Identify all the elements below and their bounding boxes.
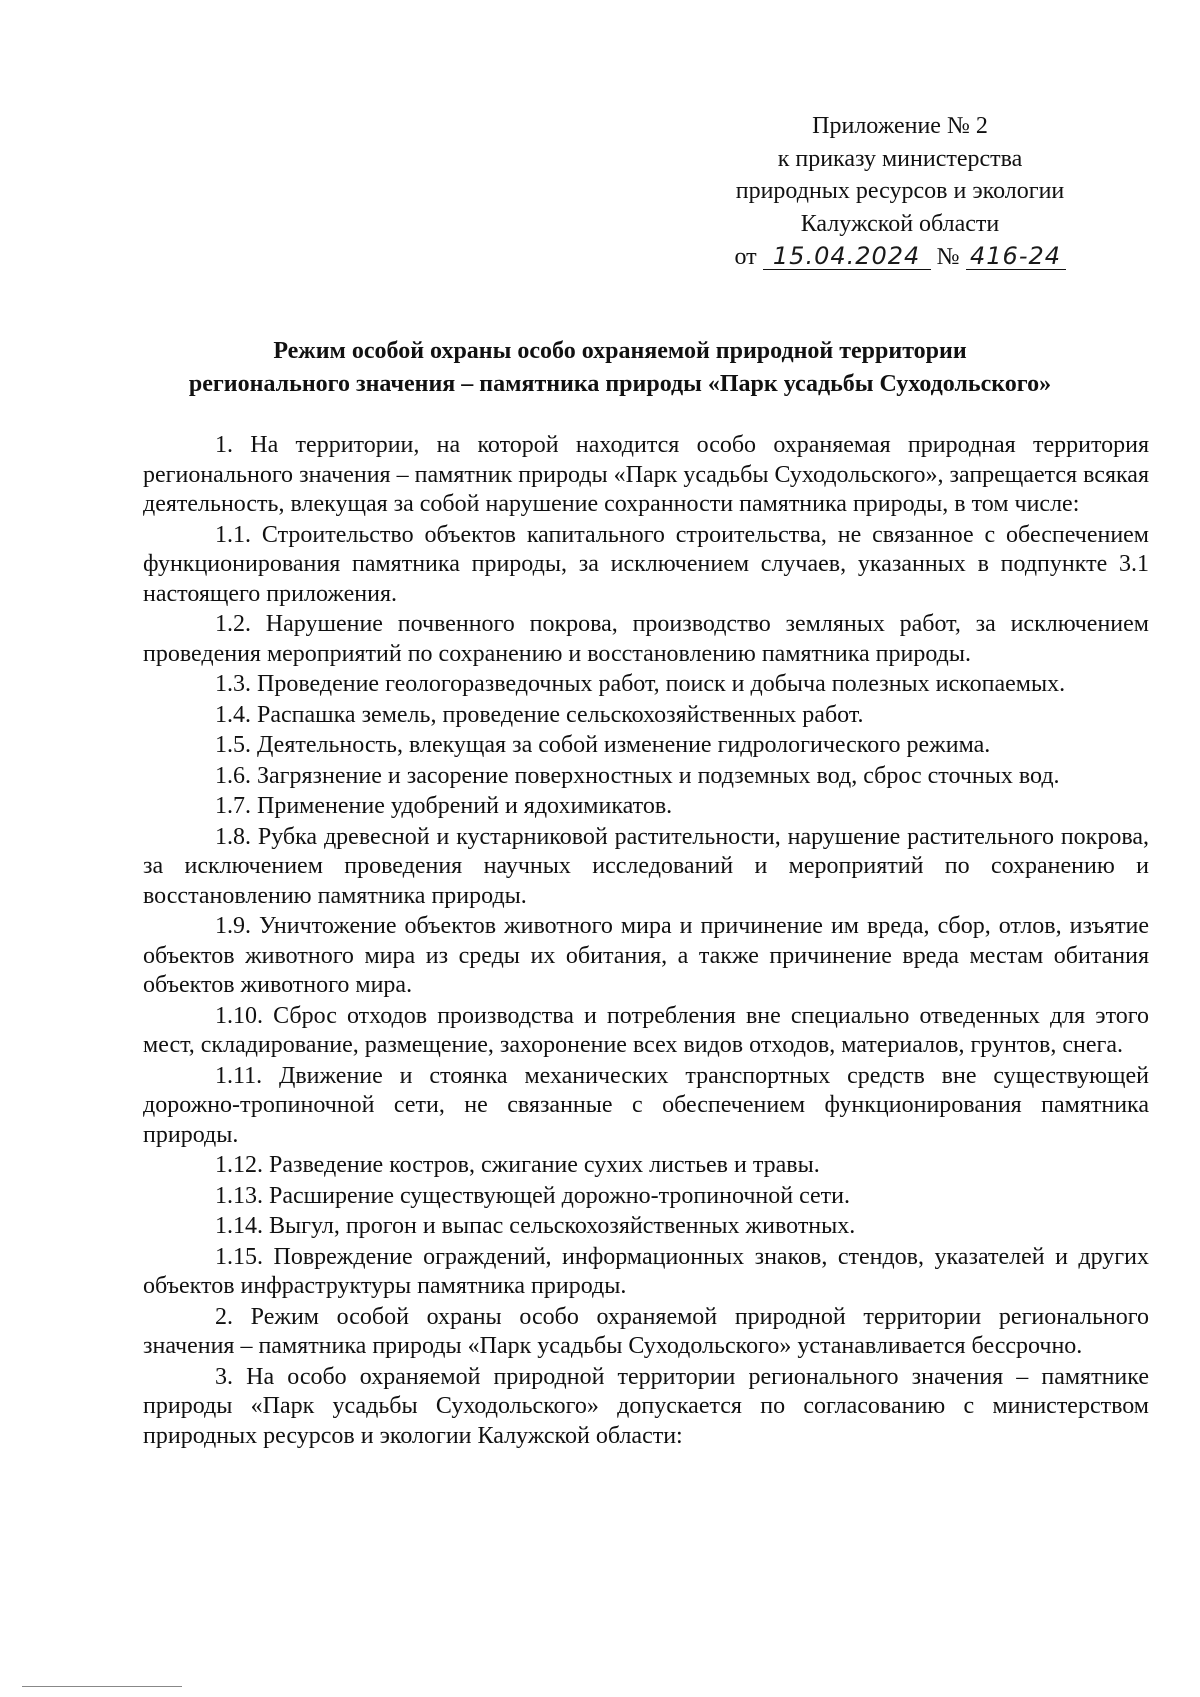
paragraph: 1.12. Разведение костров, сжигание сухих листьев и травы. [215, 1152, 820, 1178]
paragraph: 1. На территории, на которой находится особо охраняемая природная территория регионального значения – памятник природы «Парк усадьбы Суходольского», запрещается всякая деятельность, влекущая за собой нарушение сохранности памятника природы, в том числе: [143, 432, 1149, 517]
appendix-header [700, 110, 1100, 274]
paragraph: 1.8. Рубка древесной и кустарниковой растительности, нарушение растительного покрова, за исключением проведения научных исследований и мероприятий по сохранению и восстановлению памятника природы. [143, 823, 1149, 909]
appendix-date-number-line [700, 240, 1100, 274]
paragraph: 1.11. Движение и стоянка механических транспортных средств вне существующей дорожно-тропиночной сети, не связанные с обеспечением функционирования памятника природы. [143, 1062, 1149, 1148]
title-line-1: Режим особой охраны особо охраняемой природной территории [273, 338, 967, 364]
appendix-title: Приложение № 2 [812, 113, 988, 139]
appendix-order-line: к приказу министерства [777, 145, 1023, 172]
number-label: № [936, 244, 960, 270]
document-title [130, 335, 1110, 400]
paragraph: 1.7. Применение удобрений и ядохимикатов. [215, 793, 673, 819]
paragraph: 1.6. Загрязнение и засорение поверхностных и подземных вод, сброс сточных вод. [215, 762, 1060, 789]
paragraph: 1.4. Распашка земель, проведение сельскохозяйственных работ. [215, 701, 864, 728]
paragraph: 1.15. Повреждение ограждений, информационных знаков, стендов, указателей и других объектов инфраструктуры памятника природы. [143, 1243, 1149, 1299]
paragraph: 1.3. Проведение геологоразведочных работ, поиск и добыча полезных ископаемых. [215, 671, 1066, 697]
from-label: от [734, 244, 757, 270]
title-line-2: регионального значения – памятника природы «Парк усадьбы Суходольского» [188, 370, 1052, 397]
paragraph: 1.1. Строительство объектов капитального строительства, не связанное с обеспечением функционирования памятника природы, за исключением случаев, указанных в подпункте 3.1 настоящего приложения. [143, 521, 1149, 607]
handwritten-date: 15.04.2024 [763, 240, 931, 273]
paragraph: 1.9. Уничтожение объектов животного мира и причинение им вреда, сбор, отлов, изъятие объектов животного мира из среды их обитания, а также причинение вреда местам обитания объектов животного мира. [143, 913, 1149, 998]
paragraph: 1.10. Сброс отходов производства и потребления вне специально отведенных для этого мест, складирование, размещение, захоронение всех видов отходов, материалов, грунтов, снега. [143, 1002, 1149, 1058]
appendix-ministry-line: природных ресурсов и экологии [735, 178, 1065, 204]
paragraph: 1.5. Деятельность, влекущая за собой изменение гидрологического режима. [215, 732, 991, 758]
paragraph: 1.13. Расширение существующей дорожно-тропиночной сети. [215, 1182, 851, 1209]
paragraph: 1.2. Нарушение почвенного покрова, производство земляных работ, за исключением проведения мероприятий по сохранению и восстановлению памятника природы. [143, 611, 1149, 667]
footer-divider [22, 1686, 182, 1687]
document-body [143, 431, 1149, 1452]
paragraph: 2. Режим особой охраны особо охраняемой природной территории регионального значения – памятника природы «Парк усадьбы Суходольского» устанавливается бессрочно. [143, 1303, 1149, 1359]
appendix-region-line: Калужской области [800, 210, 1000, 237]
paragraph: 3. На особо охраняемой природной территории регионального значения – памятнике природы «Парк усадьбы Суходольского» допускается по согласованию с министерством природных ресурсов и экологии Калужской области: [143, 1363, 1149, 1449]
paragraph: 1.14. Выгул, прогон и выпас сельскохозяйственных животных. [215, 1213, 856, 1239]
handwritten-number: 416-24 [966, 240, 1066, 273]
